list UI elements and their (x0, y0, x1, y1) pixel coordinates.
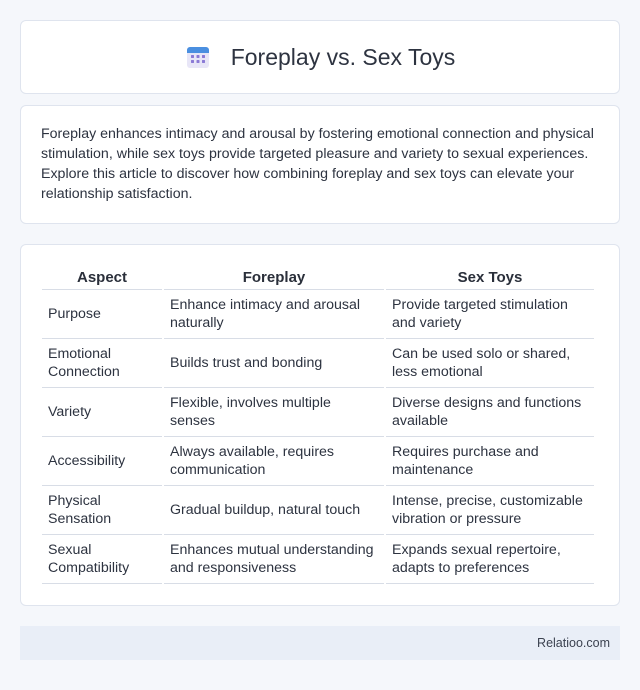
comparison-table (40, 265, 596, 584)
table-cell-foreplay: Always available, requires communication (164, 437, 384, 486)
table-row (42, 486, 594, 535)
table-cell-sex-toys: Can be used solo or shared, less emotional (386, 339, 594, 388)
comparison-table-card (20, 244, 620, 606)
table-cell-foreplay: Enhances mutual understanding and responsiveness (164, 535, 384, 584)
table-cell-aspect: Physical Sensation (42, 486, 162, 535)
table-cell-aspect: Sexual Compatibility (42, 535, 162, 584)
table-row (42, 437, 594, 486)
intro-card (20, 105, 620, 224)
table-cell-foreplay: Flexible, involves multiple senses (164, 388, 384, 437)
footer-bar (20, 626, 620, 660)
table-header-row (42, 265, 594, 290)
table-cell-sex-toys: Requires purchase and maintenance (386, 437, 594, 486)
intro-paragraph: Foreplay enhances intimacy and arousal by fostering emotional connection and physical stimulation, while sex toys provide targeted pleasure and variety to sexual experiences. Explore this article to discover how combining foreplay and sex toys can elevate your relationship satisfaction. (41, 126, 594, 202)
table-row (42, 339, 594, 388)
table-cell-foreplay: Builds trust and bonding (164, 339, 384, 388)
calendar-icon (185, 44, 211, 70)
column-header-aspect: Aspect (42, 265, 162, 290)
table-cell-sex-toys: Expands sexual repertoire, adapts to preferences (386, 535, 594, 584)
table-cell-sex-toys: Diverse designs and functions available (386, 388, 594, 437)
table-cell-foreplay: Gradual buildup, natural touch (164, 486, 384, 535)
header-card (20, 20, 620, 94)
table-cell-sex-toys: Intense, precise, customizable vibration or pressure (386, 486, 594, 535)
table-cell-aspect: Variety (42, 388, 162, 437)
column-header-foreplay: Foreplay (164, 265, 384, 290)
table-cell-foreplay: Enhance intimacy and arousal naturally (164, 290, 384, 339)
table-cell-aspect: Emotional Connection (42, 339, 162, 388)
column-header-sex-toys: Sex Toys (386, 265, 594, 290)
footer-brand: Relatioo.com (537, 636, 610, 650)
table-row (42, 388, 594, 437)
title-wrap (185, 44, 456, 71)
table-cell-sex-toys: Provide targeted stimulation and variety (386, 290, 594, 339)
page-title: Foreplay vs. Sex Toys (230, 43, 456, 70)
table-row (42, 290, 594, 339)
table-cell-aspect: Purpose (42, 290, 162, 339)
table-cell-aspect: Accessibility (42, 437, 162, 486)
table-row (42, 535, 594, 584)
